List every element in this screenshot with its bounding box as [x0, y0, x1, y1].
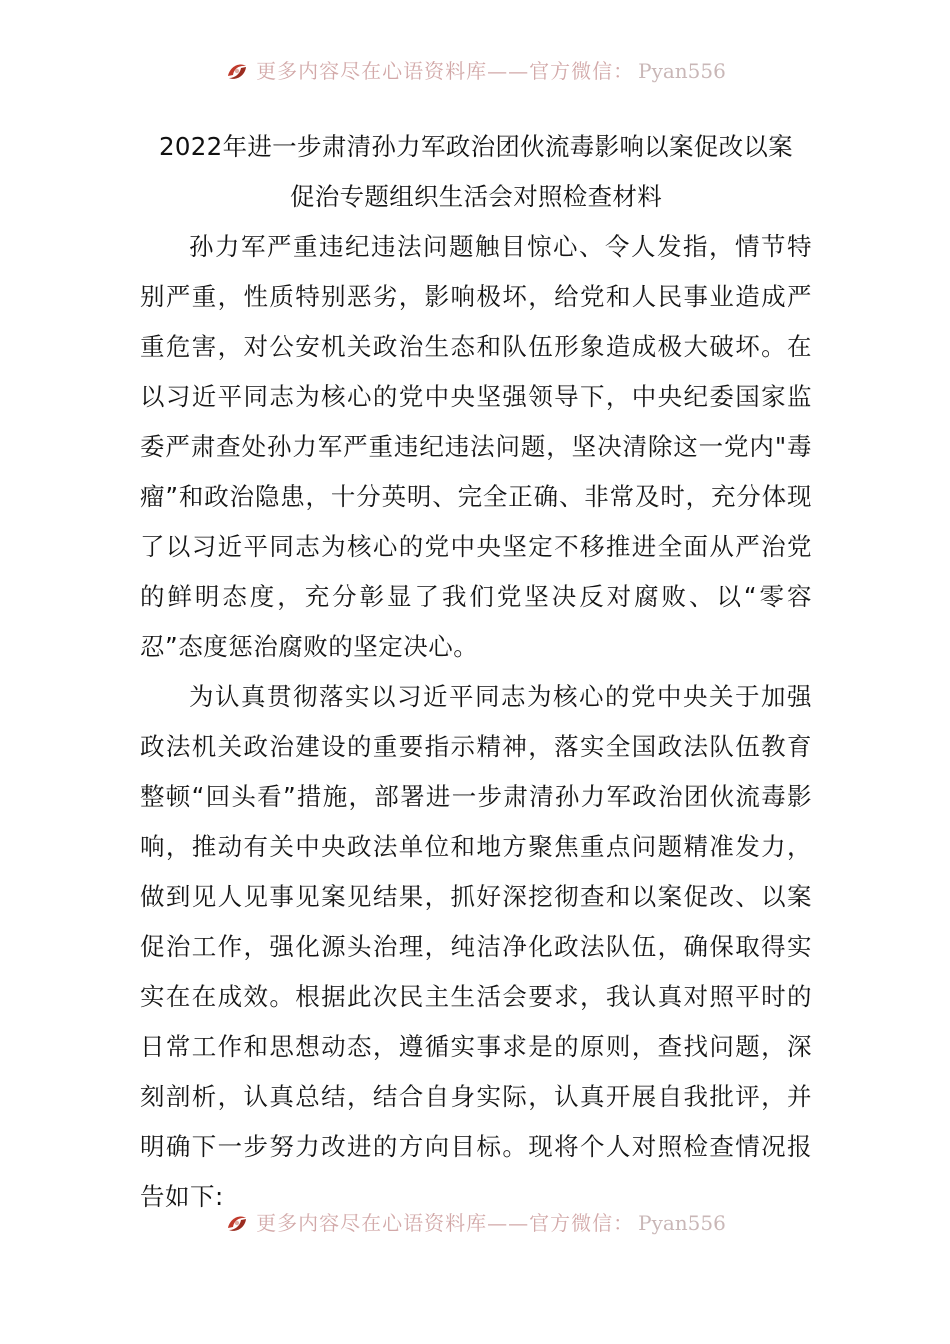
paragraph-1: 孙力军严重违纪违法问题触目惊心、令人发指，情节特别严重，性质特别恶劣，影响极坏，给党和人民事业造成严重危害，对公安机关政治生态和队伍形象造成极大破坏。在以习近平同志为核心的党中央坚强领导下，中央纪委国家监委严肃查处孙力军严重违纪违法问题，坚决清除这一党内"毒瘤”和政治隐患，十分英明、完全正确、非常及时，充分体现了以习近平同志为核心的党中央坚定不移推进全面从严治党的鲜明态度，充分彰显了我们党坚决反对腐败、以“零容忍”态度惩治腐败的坚定决心。: [140, 232, 812, 661]
watermark-wechat-id: Pyan556: [638, 1211, 726, 1235]
swirl-logo-icon: [224, 1210, 250, 1236]
document-body: [140, 122, 812, 1222]
header-watermark: [0, 56, 950, 86]
swirl-logo-icon: [224, 58, 250, 84]
paragraph-2: 为认真贯彻落实以习近平同志为核心的党中央关于加强政法机关政治建设的重要指示精神，落实全国政法队伍教育整顿“回头看”措施，部署进一步肃清孙力军政治团伙流毒影响，推动有关中央政法单位和地方聚焦重点问题精准发力，做到见人见事见案见结果，抓好深挖彻查和以案促改、以案促治工作，强化源头治理，纯洁净化政法队伍，确保取得实实在在成效。根据此次民主生活会要求，我认真对照平时的日常工作和思想动态，遵循实事求是的原则，查找问题，深刻剖析，认真总结，结合自身实际，认真开展自我批评，并明确下一步努力改进的方向目标。现将个人对照检查情况报告如下:: [140, 682, 812, 1211]
document-title: [140, 122, 812, 222]
watermark-wechat-id: Pyan556: [638, 59, 726, 83]
title-line-2: 促治专题组织生活会对照检查材料: [290, 182, 662, 211]
title-line-1: 2022年进一步肃清孙力军政治团伙流毒影响以案促改以案: [159, 132, 793, 161]
watermark-text: 更多内容尽在心语资料库——官方微信： Pyan556: [256, 1211, 726, 1235]
watermark-text: 更多内容尽在心语资料库——官方微信： Pyan556: [256, 59, 726, 83]
footer-watermark: [0, 1208, 950, 1238]
